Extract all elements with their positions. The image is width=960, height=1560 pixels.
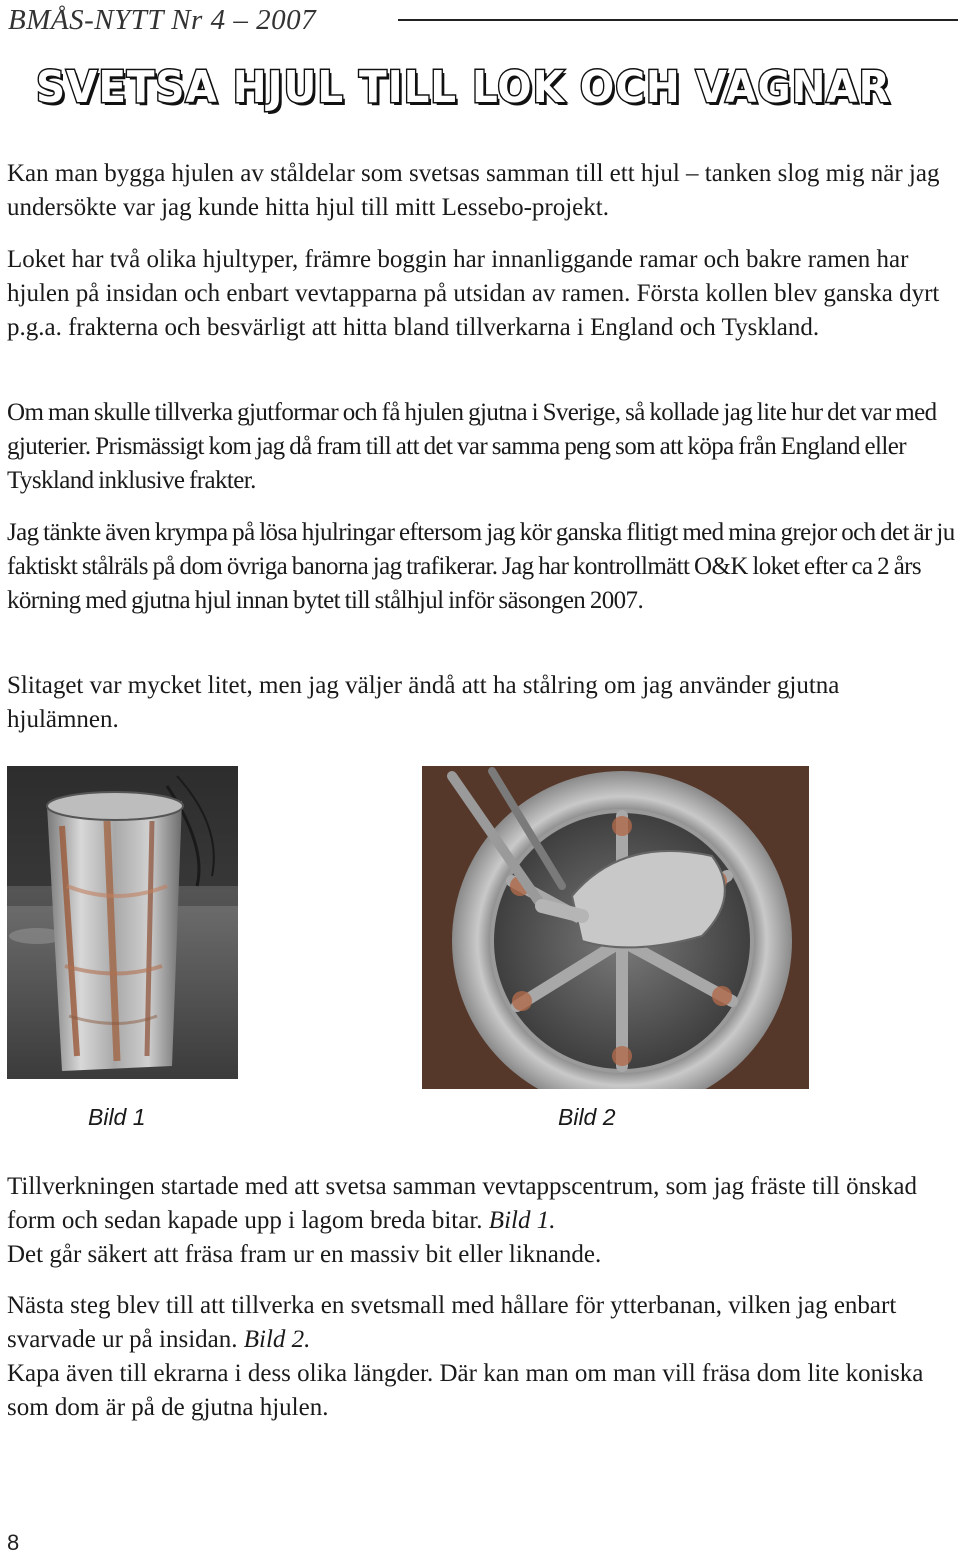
article-title: SVETSA HJUL TILL LOK OCH VAGNAR (36, 62, 891, 113)
paragraph-spokes: Kapa även till ekrarna i dess olika längder. Där kan man om man vill fräsa dom lite koniska som dom är på de gjutna hjulen. (7, 1360, 924, 1421)
paragraph-jig (7, 1289, 957, 1357)
paragraph-alternative: Det går säkert att fräsa fram ur en massiv bit eller liknande. (7, 1241, 602, 1268)
paragraph-production-start (7, 1170, 957, 1238)
bild-1-reference: Bild 1. (488, 1207, 556, 1234)
paragraph-wheel-types: Loket har två olika hjultyper, främre boggin har innanliggande ramar och bakre ramen har hjulen på insidan och enbart vevtapparna på utsidan av ramen. Första kollen blev ganska dyrt p.g.a. frakterna och besvärligt att hitta bland tillverkarna i England och Tyskland. (7, 246, 940, 341)
production-start-text: Tillverkningen startade med att svetsa samman vevtappscentrum, som jag fräste till önskad form och sedan kapade upp i lagom breda bitar. (7, 1173, 917, 1234)
caption-bild-2: Bild 2 (558, 1104, 616, 1130)
bild-2-reference: Bild 2. (243, 1326, 311, 1353)
photo-bild-1 (7, 766, 238, 1079)
paragraph-tyre-rings: Jag tänkte även krympa på lösa hjulringar eftersom jag kör ganska flitigt med mina grejor och det är ju faktiskt stålräls på dom övriga banorna jag trafikerar. Jag har kontrollmätt O&K loket efter ca 2 års körning med gjutna hjul innan bytet till stålhjul inför säsongen 2007. (7, 519, 955, 614)
running-title: BMÅS-NYTT Nr 4 – 2007 (8, 4, 317, 36)
paragraph-foundries: Om man skulle tillverka gjutformar och få hjulen gjutna i Sverige, så kollade jag lite hur det var med gjuterier. Prismässigt kom jag då fram till att det var samma peng som att köpa från England eller Tyskland inklusive frakter. (7, 399, 937, 494)
paragraph-intro: Kan man bygga hjulen av ståldelar som svetsas samman till ett hjul – tanken slog mig när jag undersökte var jag kunde hitta hjul till mitt Lessebo-projekt. (7, 160, 940, 221)
welded-cylinder-photo (7, 766, 238, 1079)
photo-bild-2 (422, 766, 809, 1089)
welding-jig-photo (422, 766, 809, 1089)
page-number: 8 (7, 1530, 20, 1555)
paragraph-wear: Slitaget var mycket litet, men jag väljer ändå att ha stålring om jag använder gjutna hjulämnen. (7, 672, 840, 733)
running-header (8, 4, 958, 44)
header-rule (398, 19, 958, 21)
jig-text: Nästa steg blev till att tillverka en svetsmall med hållare för ytterbanan, vilken jag enbart svarvade ur på insidan. (7, 1292, 897, 1353)
caption-bild-1: Bild 1 (88, 1104, 146, 1130)
